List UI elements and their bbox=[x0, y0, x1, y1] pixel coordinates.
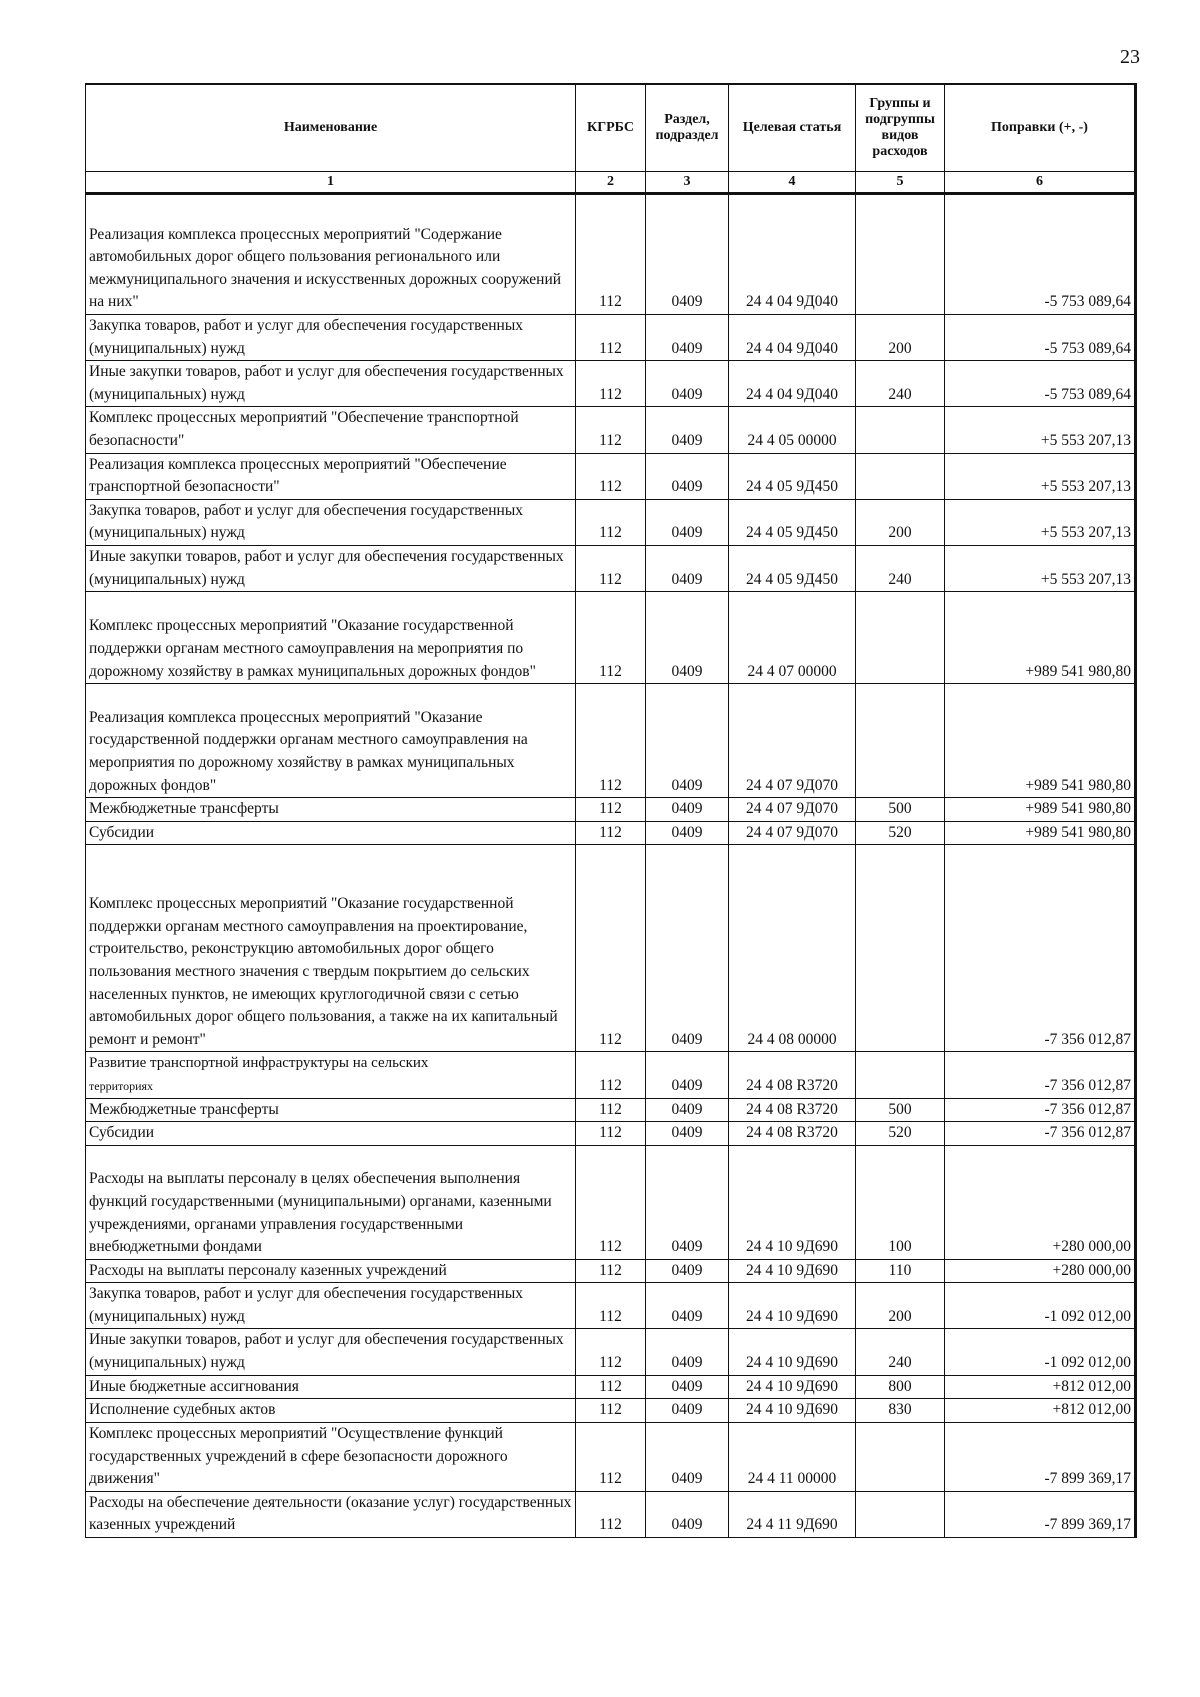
row-kgrbs: 112 bbox=[576, 315, 646, 361]
row-name: Закупка товаров, работ и услуг для обеспечения государственных (муниципальных) нужд bbox=[86, 1283, 576, 1329]
column-number: 3 bbox=[646, 172, 729, 194]
table-header-row bbox=[86, 84, 1136, 172]
row-section: 0409 bbox=[646, 545, 729, 591]
table-row bbox=[86, 592, 1136, 684]
row-amendment: +280 000,00 bbox=[945, 1145, 1136, 1259]
row-amendment: -7 356 012,87 bbox=[945, 1052, 1136, 1098]
table-row bbox=[86, 361, 1136, 407]
row-name: Иные закупки товаров, работ и услуг для обеспечения государственных (муниципальных) нужд bbox=[86, 1329, 576, 1375]
row-target-item: 24 4 08 R3720 bbox=[729, 1122, 856, 1146]
table-row bbox=[86, 499, 1136, 545]
column-number: 4 bbox=[729, 172, 856, 194]
row-name: Иные закупки товаров, работ и услуг для обеспечения государственных (муниципальных) нужд bbox=[86, 361, 576, 407]
row-kgrbs: 112 bbox=[576, 821, 646, 845]
row-amendment: +5 553 207,13 bbox=[945, 453, 1136, 499]
row-target-item: 24 4 07 9Д070 bbox=[729, 821, 856, 845]
row-kgrbs: 112 bbox=[576, 1098, 646, 1122]
table-row bbox=[86, 1399, 1136, 1423]
row-name: Закупка товаров, работ и услуг для обеспечения государственных (муниципальных) нужд bbox=[86, 499, 576, 545]
header-kgrbs: КГРБС bbox=[576, 84, 646, 172]
row-name: Реализация комплекса процессных мероприятий "Оказание государственной поддержки органам местного самоуправления на мероприятия по дорожному хозяйству в рамках муниципальных дорожных фондов" bbox=[86, 684, 576, 798]
row-kgrbs: 112 bbox=[576, 545, 646, 591]
row-expense-group bbox=[856, 845, 945, 1052]
row-kgrbs: 112 bbox=[576, 1259, 646, 1283]
row-section: 0409 bbox=[646, 821, 729, 845]
row-kgrbs: 112 bbox=[576, 592, 646, 684]
row-kgrbs: 112 bbox=[576, 194, 646, 315]
row-expense-group: 200 bbox=[856, 499, 945, 545]
row-amendment: +812 012,00 bbox=[945, 1375, 1136, 1399]
row-amendment: -1 092 012,00 bbox=[945, 1283, 1136, 1329]
row-expense-group: 520 bbox=[856, 821, 945, 845]
row-target-item: 24 4 08 00000 bbox=[729, 845, 856, 1052]
table-row bbox=[86, 1283, 1136, 1329]
row-expense-group bbox=[856, 592, 945, 684]
row-expense-group: 800 bbox=[856, 1375, 945, 1399]
row-target-item: 24 4 08 R3720 bbox=[729, 1052, 856, 1098]
row-section: 0409 bbox=[646, 684, 729, 798]
row-target-item: 24 4 04 9Д040 bbox=[729, 315, 856, 361]
row-expense-group bbox=[856, 1422, 945, 1491]
row-target-item: 24 4 10 9Д690 bbox=[729, 1145, 856, 1259]
table-row bbox=[86, 845, 1136, 1052]
row-name: Закупка товаров, работ и услуг для обеспечения государственных (муниципальных) нужд bbox=[86, 315, 576, 361]
row-section: 0409 bbox=[646, 453, 729, 499]
row-name-line: Развитие транспортной инфраструктуры на сельских bbox=[89, 1055, 429, 1072]
row-kgrbs: 112 bbox=[576, 798, 646, 822]
row-amendment: +989 541 980,80 bbox=[945, 821, 1136, 845]
row-kgrbs: 112 bbox=[576, 684, 646, 798]
table-row bbox=[86, 1422, 1136, 1491]
row-target-item: 24 4 05 00000 bbox=[729, 407, 856, 453]
row-expense-group: 500 bbox=[856, 798, 945, 822]
row-kgrbs: 112 bbox=[576, 1122, 646, 1146]
row-target-item: 24 4 07 9Д070 bbox=[729, 684, 856, 798]
row-target-item: 24 4 10 9Д690 bbox=[729, 1329, 856, 1375]
row-name: Межбюджетные трансферты bbox=[86, 798, 576, 822]
row-amendment: -7 899 369,17 bbox=[945, 1422, 1136, 1491]
row-section: 0409 bbox=[646, 315, 729, 361]
row-section: 0409 bbox=[646, 1283, 729, 1329]
row-name bbox=[86, 1052, 576, 1098]
row-expense-group bbox=[856, 1052, 945, 1098]
row-expense-group bbox=[856, 453, 945, 499]
row-section: 0409 bbox=[646, 1399, 729, 1423]
row-amendment: -7 356 012,87 bbox=[945, 1098, 1136, 1122]
table-row bbox=[86, 798, 1136, 822]
row-section: 0409 bbox=[646, 1375, 729, 1399]
row-section: 0409 bbox=[646, 1098, 729, 1122]
row-target-item: 24 4 10 9Д690 bbox=[729, 1259, 856, 1283]
row-section: 0409 bbox=[646, 798, 729, 822]
row-amendment: -7 356 012,87 bbox=[945, 1122, 1136, 1146]
row-amendment: +989 541 980,80 bbox=[945, 798, 1136, 822]
row-expense-group: 200 bbox=[856, 1283, 945, 1329]
row-section: 0409 bbox=[646, 1259, 729, 1283]
table-row bbox=[86, 1145, 1136, 1259]
row-expense-group bbox=[856, 407, 945, 453]
column-number: 5 bbox=[856, 172, 945, 194]
row-kgrbs: 112 bbox=[576, 1422, 646, 1491]
header-section: Раздел, подраздел bbox=[646, 84, 729, 172]
row-name: Исполнение судебных актов bbox=[86, 1399, 576, 1423]
row-kgrbs: 112 bbox=[576, 1145, 646, 1259]
table-row bbox=[86, 1122, 1136, 1146]
table-row bbox=[86, 1052, 1136, 1098]
row-target-item: 24 4 10 9Д690 bbox=[729, 1399, 856, 1423]
row-name: Реализация комплекса процессных мероприятий "Обеспечение транспортной безопасности" bbox=[86, 453, 576, 499]
row-amendment: +5 553 207,13 bbox=[945, 545, 1136, 591]
row-name: Расходы на выплаты персоналу в целях обеспечения выполнения функций государственными (муниципальными) органами, казенными учреждениями, органами управления государственными внебюджетными фондами bbox=[86, 1145, 576, 1259]
row-expense-group: 100 bbox=[856, 1145, 945, 1259]
row-amendment: +280 000,00 bbox=[945, 1259, 1136, 1283]
row-expense-group bbox=[856, 684, 945, 798]
row-section: 0409 bbox=[646, 1122, 729, 1146]
table-row bbox=[86, 821, 1136, 845]
row-name: Расходы на обеспечение деятельности (оказание услуг) государственных казенных учреждений bbox=[86, 1491, 576, 1537]
budget-amendments-table bbox=[85, 83, 1137, 1538]
row-name: Расходы на выплаты персоналу казенных учреждений bbox=[86, 1259, 576, 1283]
row-name: Комплекс процессных мероприятий "Обеспечение транспортной безопасности" bbox=[86, 407, 576, 453]
page-number: 23 bbox=[1120, 46, 1140, 68]
row-section: 0409 bbox=[646, 1145, 729, 1259]
row-name: Комплекс процессных мероприятий "Осуществление функций государственных учреждений в сфере безопасности дорожного движения" bbox=[86, 1422, 576, 1491]
row-expense-group: 110 bbox=[856, 1259, 945, 1283]
row-amendment: -5 753 089,64 bbox=[945, 315, 1136, 361]
row-target-item: 24 4 05 9Д450 bbox=[729, 545, 856, 591]
table-row bbox=[86, 1491, 1136, 1537]
row-target-item: 24 4 11 9Д690 bbox=[729, 1491, 856, 1537]
row-kgrbs: 112 bbox=[576, 1329, 646, 1375]
row-kgrbs: 112 bbox=[576, 1052, 646, 1098]
table-row bbox=[86, 1098, 1136, 1122]
row-section: 0409 bbox=[646, 1422, 729, 1491]
row-kgrbs: 112 bbox=[576, 1491, 646, 1537]
row-section: 0409 bbox=[646, 194, 729, 315]
table-row bbox=[86, 1375, 1136, 1399]
row-amendment: +5 553 207,13 bbox=[945, 407, 1136, 453]
row-amendment: +812 012,00 bbox=[945, 1399, 1136, 1423]
header-target: Целевая статья bbox=[729, 84, 856, 172]
column-number: 1 bbox=[86, 172, 576, 194]
table-row bbox=[86, 194, 1136, 315]
row-target-item: 24 4 07 00000 bbox=[729, 592, 856, 684]
header-name: Наименование bbox=[86, 84, 576, 172]
row-name: Комплекс процессных мероприятий "Оказание государственной поддержки органам местного самоуправления на проектирование, строительство, реконструкцию автомобильных дорог общего пользования местного значения с твердым покрытием до сельских населенных пунктов, не имеющих круглогодичной связи с сетью автомобильных дорог общего пользования, а также на их капитальный ремонт и ремонт" bbox=[86, 845, 576, 1052]
row-target-item: 24 4 11 00000 bbox=[729, 1422, 856, 1491]
table-row bbox=[86, 684, 1136, 798]
row-section: 0409 bbox=[646, 407, 729, 453]
row-name: Субсидии bbox=[86, 821, 576, 845]
row-kgrbs: 112 bbox=[576, 845, 646, 1052]
row-expense-group: 240 bbox=[856, 1329, 945, 1375]
row-target-item: 24 4 05 9Д450 bbox=[729, 499, 856, 545]
row-kgrbs: 112 bbox=[576, 499, 646, 545]
row-expense-group: 520 bbox=[856, 1122, 945, 1146]
row-expense-group: 200 bbox=[856, 315, 945, 361]
row-name-tail: территориях bbox=[89, 1078, 154, 1093]
row-section: 0409 bbox=[646, 845, 729, 1052]
row-kgrbs: 112 bbox=[576, 361, 646, 407]
row-name: Межбюджетные трансферты bbox=[86, 1098, 576, 1122]
row-name: Субсидии bbox=[86, 1122, 576, 1146]
row-amendment: -7 899 369,17 bbox=[945, 1491, 1136, 1537]
row-section: 0409 bbox=[646, 1491, 729, 1537]
table-row bbox=[86, 1259, 1136, 1283]
table-row bbox=[86, 407, 1136, 453]
row-kgrbs: 112 bbox=[576, 407, 646, 453]
row-target-item: 24 4 08 R3720 bbox=[729, 1098, 856, 1122]
row-kgrbs: 112 bbox=[576, 453, 646, 499]
column-number-row bbox=[86, 172, 1136, 194]
row-target-item: 24 4 07 9Д070 bbox=[729, 798, 856, 822]
row-expense-group: 500 bbox=[856, 1098, 945, 1122]
table-row bbox=[86, 453, 1136, 499]
row-expense-group bbox=[856, 194, 945, 315]
row-amendment: -5 753 089,64 bbox=[945, 194, 1136, 315]
table-row bbox=[86, 315, 1136, 361]
row-name: Иные закупки товаров, работ и услуг для обеспечения государственных (муниципальных) нужд bbox=[86, 545, 576, 591]
table-row bbox=[86, 1329, 1136, 1375]
row-section: 0409 bbox=[646, 499, 729, 545]
header-groups: Группы и подгруппы видов расходов bbox=[856, 84, 945, 172]
row-target-item: 24 4 10 9Д690 bbox=[729, 1375, 856, 1399]
header-amendments: Поправки (+, -) bbox=[945, 84, 1136, 172]
row-target-item: 24 4 04 9Д040 bbox=[729, 361, 856, 407]
row-section: 0409 bbox=[646, 592, 729, 684]
row-kgrbs: 112 bbox=[576, 1283, 646, 1329]
row-amendment: +5 553 207,13 bbox=[945, 499, 1136, 545]
row-name: Комплекс процессных мероприятий "Оказание государственной поддержки органам местного самоуправления на мероприятия по дорожному хозяйству в рамках муниципальных дорожных фондов" bbox=[86, 592, 576, 684]
row-section: 0409 bbox=[646, 1329, 729, 1375]
row-amendment: +989 541 980,80 bbox=[945, 592, 1136, 684]
row-kgrbs: 112 bbox=[576, 1375, 646, 1399]
row-target-item: 24 4 04 9Д040 bbox=[729, 194, 856, 315]
column-number: 2 bbox=[576, 172, 646, 194]
row-section: 0409 bbox=[646, 1052, 729, 1098]
column-number: 6 bbox=[945, 172, 1136, 194]
table-row bbox=[86, 545, 1136, 591]
row-amendment: +989 541 980,80 bbox=[945, 684, 1136, 798]
row-amendment: -1 092 012,00 bbox=[945, 1329, 1136, 1375]
row-expense-group: 830 bbox=[856, 1399, 945, 1423]
row-expense-group bbox=[856, 1491, 945, 1537]
row-target-item: 24 4 05 9Д450 bbox=[729, 453, 856, 499]
row-amendment: -5 753 089,64 bbox=[945, 361, 1136, 407]
row-section: 0409 bbox=[646, 361, 729, 407]
row-expense-group: 240 bbox=[856, 545, 945, 591]
row-amendment: -7 356 012,87 bbox=[945, 845, 1136, 1052]
row-name: Реализация комплекса процессных мероприятий "Содержание автомобильных дорог общего пользования регионального или межмуниципального значения и искусственных дорожных сооружений на них" bbox=[86, 194, 576, 315]
row-target-item: 24 4 10 9Д690 bbox=[729, 1283, 856, 1329]
row-kgrbs: 112 bbox=[576, 1399, 646, 1423]
row-name: Иные бюджетные ассигнования bbox=[86, 1375, 576, 1399]
row-expense-group: 240 bbox=[856, 361, 945, 407]
